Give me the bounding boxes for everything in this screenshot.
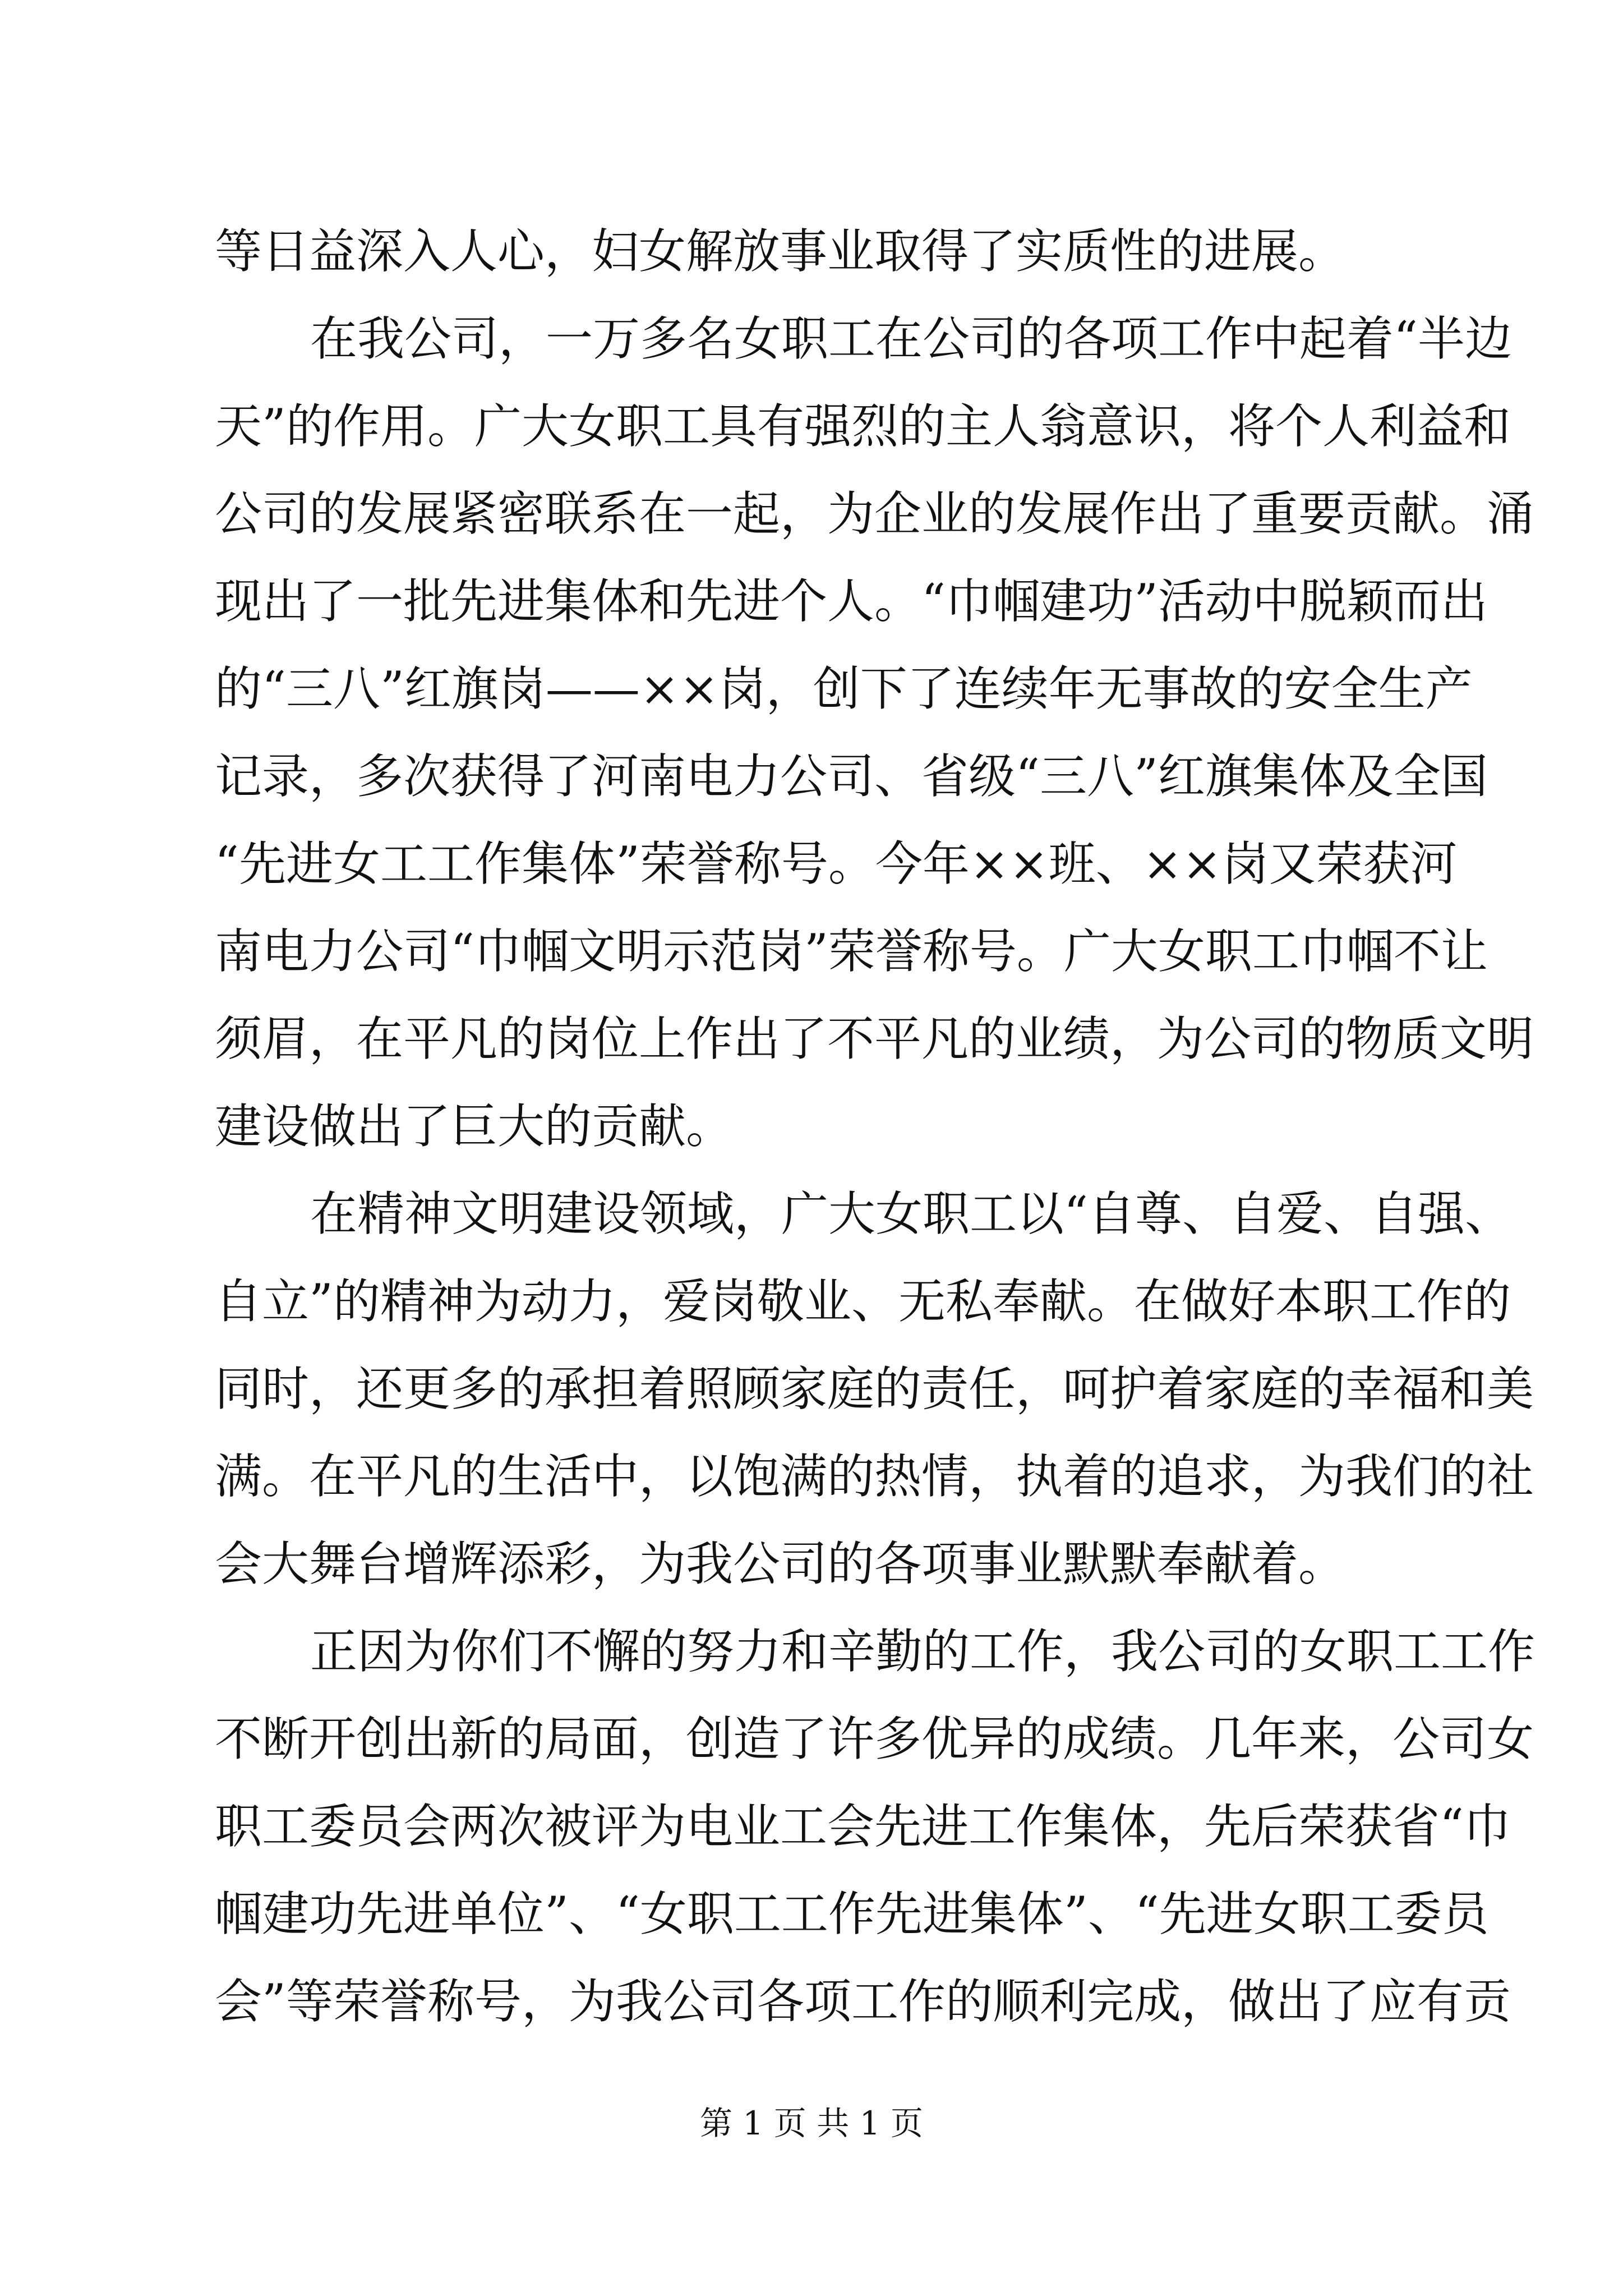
text-line-1: 等日益深入人心，妇女解放事业取得了实质性的进展。 bbox=[215, 224, 1346, 279]
paragraph-2-line-2: 天”的作用。广大女职工具有强烈的主人翁意识，将个人利益和 bbox=[215, 399, 1511, 454]
paragraph-2-line-3: 公司的发展紧密联系在一起，为企业的发展作出了重要贡献。涌 bbox=[215, 486, 1534, 541]
paragraph-4-line-1: 正因为你们不懈的努力和辛勤的工作，我公司的女职工工作 bbox=[310, 1624, 1536, 1679]
paragraph-2-line-9: 须眉，在平凡的岗位上作出了不平凡的业绩，为公司的物质文明 bbox=[215, 1011, 1534, 1066]
body-text bbox=[215, 208, 1536, 2045]
paragraph-2-line-7: “先进女工工作集体”荣誉称号。今年××班、××岗又荣获河 bbox=[215, 836, 1458, 891]
paragraph-4-line-4: 帼建功先进单位”、“女职工工作先进集体”、“先进女职工委员 bbox=[215, 1887, 1489, 1941]
paragraph-3-line-2: 自立”的精神为动力，爱岗敬业、无私奉献。在做好本职工作的 bbox=[215, 1274, 1511, 1329]
paragraph-3-line-3: 同时，还更多的承担着照顾家庭的责任，呵护着家庭的幸福和美 bbox=[215, 1361, 1534, 1416]
paragraph-2-line-1: 在我公司，一万多名女职工在公司的各项工作中起着“半边 bbox=[310, 311, 1512, 366]
page-footer: 第 1 页 共 1 页 bbox=[700, 2104, 923, 2142]
paragraph-3-line-5: 会大舞台增辉添彩，为我公司的各项事业默默奉献着。 bbox=[215, 1536, 1346, 1591]
paragraph-3-line-4: 满。在平凡的生活中，以饱满的热情，执着的追求，为我们的社 bbox=[215, 1449, 1534, 1504]
paragraph-3-line-1: 在精神文明建设领域，广大女职工以“自尊、自爱、自强、 bbox=[310, 1186, 1512, 1241]
paragraph-2-line-10: 建设做出了巨大的贡献。 bbox=[215, 1099, 734, 1154]
paragraph-2-line-8: 南电力公司“巾帼文明示范岗”荣誉称号。广大女职工巾帼不让 bbox=[215, 924, 1488, 979]
paragraph-4-line-2: 不断开创出新的局面，创造了许多优异的成绩。几年来，公司女 bbox=[215, 1711, 1534, 1766]
paragraph-2-line-5: 的“三八”红旗岗——××岗，创下了连续年无事故的安全生产 bbox=[215, 661, 1473, 716]
paragraph-2-line-4: 现出了一批先进集体和先进个人。“巾帼建功”活动中脱颖而出 bbox=[215, 574, 1488, 629]
paragraph-4-line-3: 职工委员会两次被评为电业工会先进工作集体，先后荣获省“巾 bbox=[215, 1799, 1511, 1854]
paragraph-4-line-5: 会”等荣誉称号，为我公司各项工作的顺利完成，做出了应有贡 bbox=[215, 1974, 1511, 2029]
paragraph-2-line-6: 记录，多次获得了河南电力公司、省级“三八”红旗集体及全国 bbox=[215, 749, 1488, 804]
